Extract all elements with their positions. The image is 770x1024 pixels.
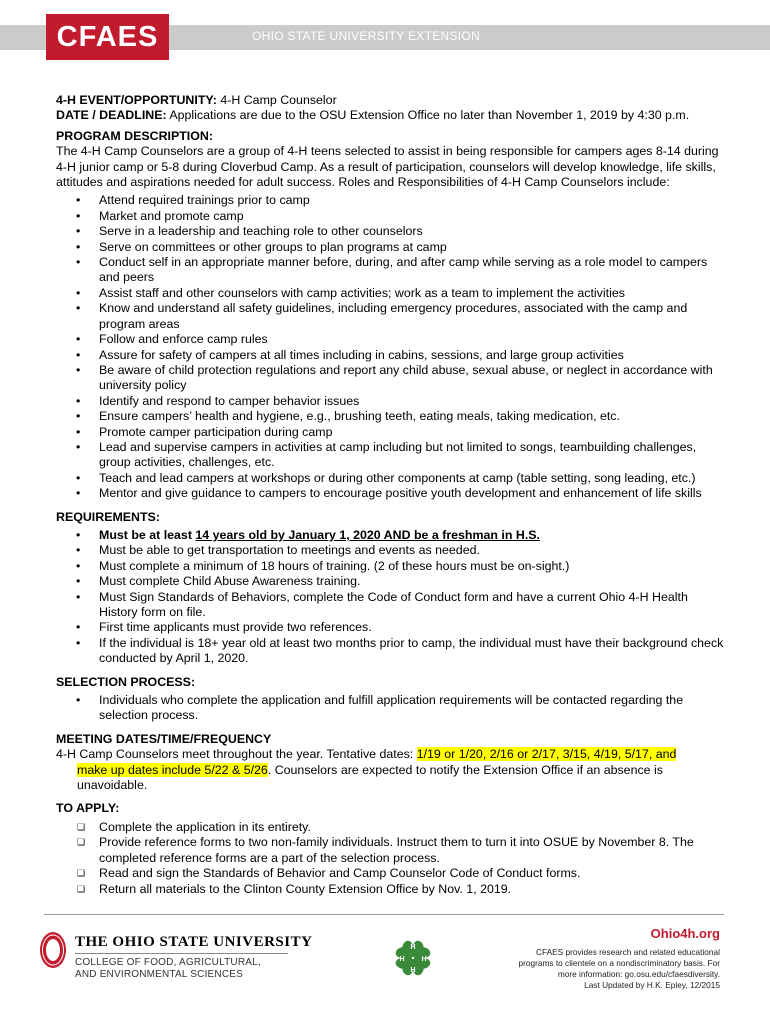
footer-divider (44, 914, 724, 915)
selection-heading: SELECTION PROCESS: (56, 674, 196, 689)
list-item: • Must Sign Standards of Behaviors, complete the Code of Conduct form and have a current Ohio 4-H Health History form on file. (56, 590, 726, 621)
list-item: • If the individual is 18+ year old at least two months prior to camp, the individual must have their background check conducted by April 1, 2020. (56, 636, 726, 667)
highlighted-makeup-dates: make up dates include 5/22 & 5/26 (77, 762, 268, 777)
meeting-text: 4-H Camp Counselors meet throughout the year. Tentative dates: 1/19 or 1/20, 2/16 or 2/17, 3/15, 4/19, 5/17, and (56, 747, 677, 762)
apply-checklist (56, 820, 726, 897)
list-item: • First time applicants must provide two references. (56, 620, 726, 635)
svg-text:H: H (421, 956, 427, 963)
cfaes-logo: CFAES (46, 14, 169, 60)
extension-label: OHIO STATE UNIVERSITY EXTENSION (252, 29, 481, 43)
list-item: • Ensure campers’ health and hygiene, e.g., brushing teeth, eating meals, taking medication, etc. (56, 409, 726, 424)
list-item: ❑ Return all materials to the Clinton County Extension Office by Nov. 1, 2019. (56, 882, 726, 897)
meeting-heading: MEETING DATES/TIME/FREQUENCY (56, 731, 272, 746)
highlighted-dates: 1/19 or 1/20, 2/16 or 2/17, 3/15, 4/19, 5/17, and (416, 747, 677, 762)
list-item: ❑ Read and sign the Standards of Behavior and Camp Counselor Code of Conduct forms. (56, 866, 726, 881)
document-body (56, 93, 726, 897)
list-item: • Serve on committees or other groups to plan programs at camp (56, 240, 726, 255)
list-item: • Market and promote camp (56, 209, 726, 224)
list-item: • Be aware of child protection regulations and report any child abuse, sexual abuse, or neglect in accordance with university policy (56, 363, 726, 394)
svg-text:H: H (410, 967, 416, 974)
apply-heading: TO APPLY: (56, 801, 120, 816)
list-item: ❑ Complete the application in its entirety. (56, 820, 726, 835)
list-item: • Lead and supervise campers in activities at camp including but not limited to songs, teambuilding challenges, group activities, challenges, etc. (56, 440, 726, 471)
list-item: • Teach and lead campers at workshops or during other components at camp (table setting, song leading, etc.) (56, 471, 726, 486)
four-h-clover-icon (390, 935, 436, 981)
list-item: • Assure for safety of campers at all times including in cabins, sessions, and large group activities (56, 348, 726, 363)
requirements-list (56, 528, 726, 667)
list-item: • Conduct self in an appropriate manner before, during, and after camp while serving as a role model to campers and peers (56, 255, 726, 286)
list-item: • Attend required trainings prior to camp (56, 193, 726, 208)
list-item: • Identify and respond to camper behavior issues (56, 394, 726, 409)
osu-wordmark: THE OHIO STATE UNIVERSITY (75, 934, 313, 950)
deadline-value: Applications are due to the OSU Extension Office no later than November 1, 2019 by 4:30 p.m. (166, 108, 690, 123)
list-item: • Must complete Child Abuse Awareness training. (56, 574, 726, 589)
svg-text:H: H (410, 944, 416, 951)
requirements-heading: REQUIREMENTS: (56, 509, 160, 524)
college-name: COLLEGE OF FOOD, AGRICULTURAL, AND ENVIRONMENTAL SCIENCES (75, 957, 261, 980)
event-value: 4-H Camp Counselor (216, 93, 337, 107)
list-item: • Assist staff and other counselors with camp activities; work as a team to implement the activities (56, 286, 726, 301)
list-item: • Know and understand all safety guidelines, including emergency procedures, associated with the camp and program areas (56, 301, 726, 332)
list-item: • Must be able to get transportation to meetings and events as needed. (56, 543, 726, 558)
responsibilities-list (56, 193, 726, 501)
list-item: • Follow and enforce camp rules (56, 332, 726, 347)
deadline-line (56, 108, 726, 123)
ohio4h-link[interactable]: Ohio4h.org (650, 926, 720, 941)
program-heading: PROGRAM DESCRIPTION: (56, 128, 213, 143)
list-item: • Must be at least 14 years old by January 1, 2020 AND be a freshman in H.S. (56, 528, 726, 543)
program-description: The 4-H Camp Counselors are a group of 4-H teens selected to assist in being responsible for campers ages 8-14 during 4-H junior camp or 5-8 during Cloverbud Camp. As a result of participation, counselors will develop knowledge, life skills, attitudes and aspirations needed for adult success. Roles and Responsibilities of 4-H Camp Counselors include: (56, 144, 719, 190)
deadline-label: DATE / DEADLINE: (56, 108, 167, 123)
svg-text:H: H (399, 956, 405, 963)
event-label: 4-H EVENT/OPPORTUNITY: (56, 93, 217, 107)
list-item: • Promote camper participation during camp (56, 425, 726, 440)
event-line (56, 93, 726, 108)
list-item: • Individuals who complete the application and fulfill application requirements will be contacted regarding the selection process. (56, 693, 726, 724)
list-item: ❑ Provide reference forms to two non-family individuals. Instruct them to turn it into OSUE by November 8. The completed reference forms are a part of the selection process. (56, 835, 726, 866)
selection-list (56, 693, 726, 724)
meeting-text-cont: make up dates include 5/22 & 5/26. Counselors are expected to notify the Extension Office if an absence is unavoidable. (77, 762, 663, 793)
nondiscrimination-notice: CFAES provides research and related educational programs to clientele on a nondiscriminatory basis. For more information: go.osu.edu/cfaesdiversity. Last Updated by H.K. Epley, 12/2015 (518, 947, 720, 990)
list-item: • Must complete a minimum of 18 hours of training. (2 of these hours must be on-sight.) (56, 559, 726, 574)
list-item: • Mentor and give guidance to campers to encourage positive youth development and enhancement of life skills (56, 486, 726, 501)
osu-block-o-icon (38, 930, 68, 970)
osu-divider (75, 953, 288, 954)
list-item: • Serve in a leadership and teaching role to other counselors (56, 224, 726, 239)
